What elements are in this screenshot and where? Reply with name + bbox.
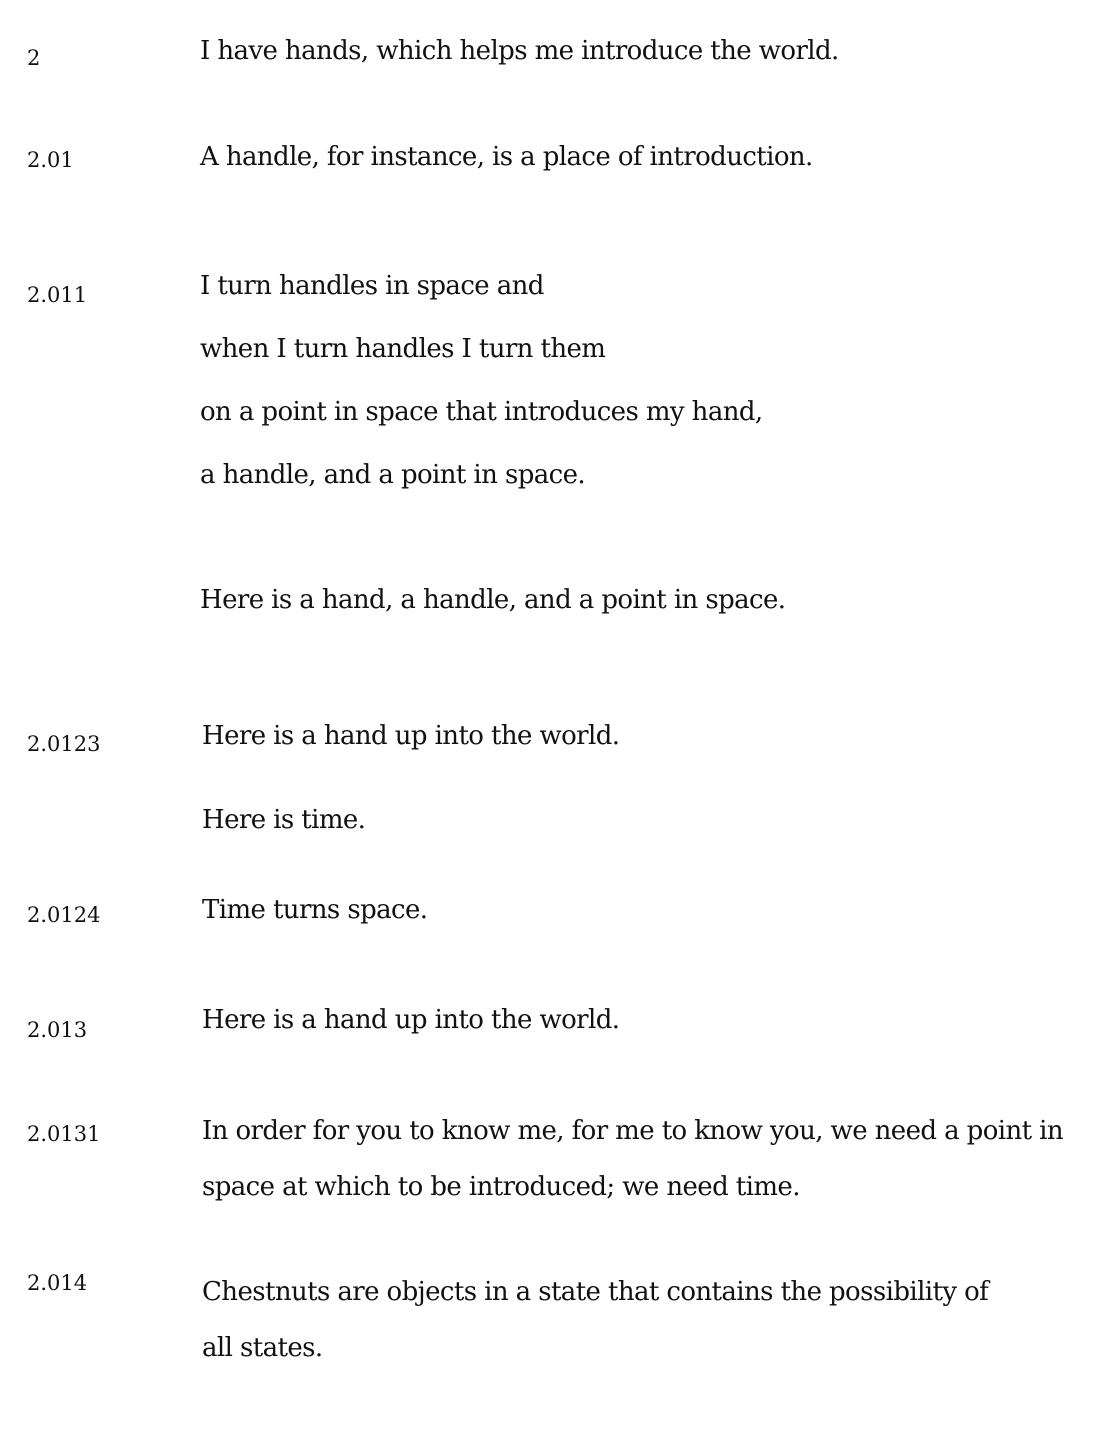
proposition-text: A handle, for instance, is a place of introduction.	[200, 142, 813, 172]
proposition-number: 2.0124	[27, 903, 101, 927]
proposition-text: on a point in space that introduces my hand,	[200, 397, 763, 427]
proposition-text: In order for you to know me, for me to know you, we need a point in	[202, 1116, 1063, 1146]
proposition-text: Time turns space.	[202, 895, 428, 925]
proposition-text: Here is a hand, a handle, and a point in space.	[200, 585, 786, 615]
proposition-number: 2.014	[27, 1271, 88, 1295]
proposition-text: Here is time.	[202, 805, 366, 835]
proposition-number: 2.013	[27, 1018, 88, 1042]
proposition-text: I have hands, which helps me introduce the world.	[200, 36, 839, 66]
proposition-number: 2.011	[27, 283, 88, 307]
proposition-number: 2.01	[27, 148, 74, 172]
proposition-text: a handle, and a point in space.	[200, 460, 586, 490]
proposition-text: Here is a hand up into the world.	[202, 1005, 620, 1035]
proposition-text: I turn handles in space and	[200, 271, 544, 301]
proposition-text: when I turn handles I turn them	[200, 334, 606, 364]
proposition-text: space at which to be introduced; we need time.	[202, 1172, 800, 1202]
proposition-text: Chestnuts are objects in a state that contains the possibility of	[202, 1277, 989, 1307]
proposition-number: 2	[27, 46, 41, 70]
proposition-number: 2.0123	[27, 732, 101, 756]
proposition-text: Here is a hand up into the world.	[202, 721, 620, 751]
proposition-number: 2.0131	[27, 1122, 101, 1146]
proposition-text: all states.	[202, 1333, 323, 1363]
